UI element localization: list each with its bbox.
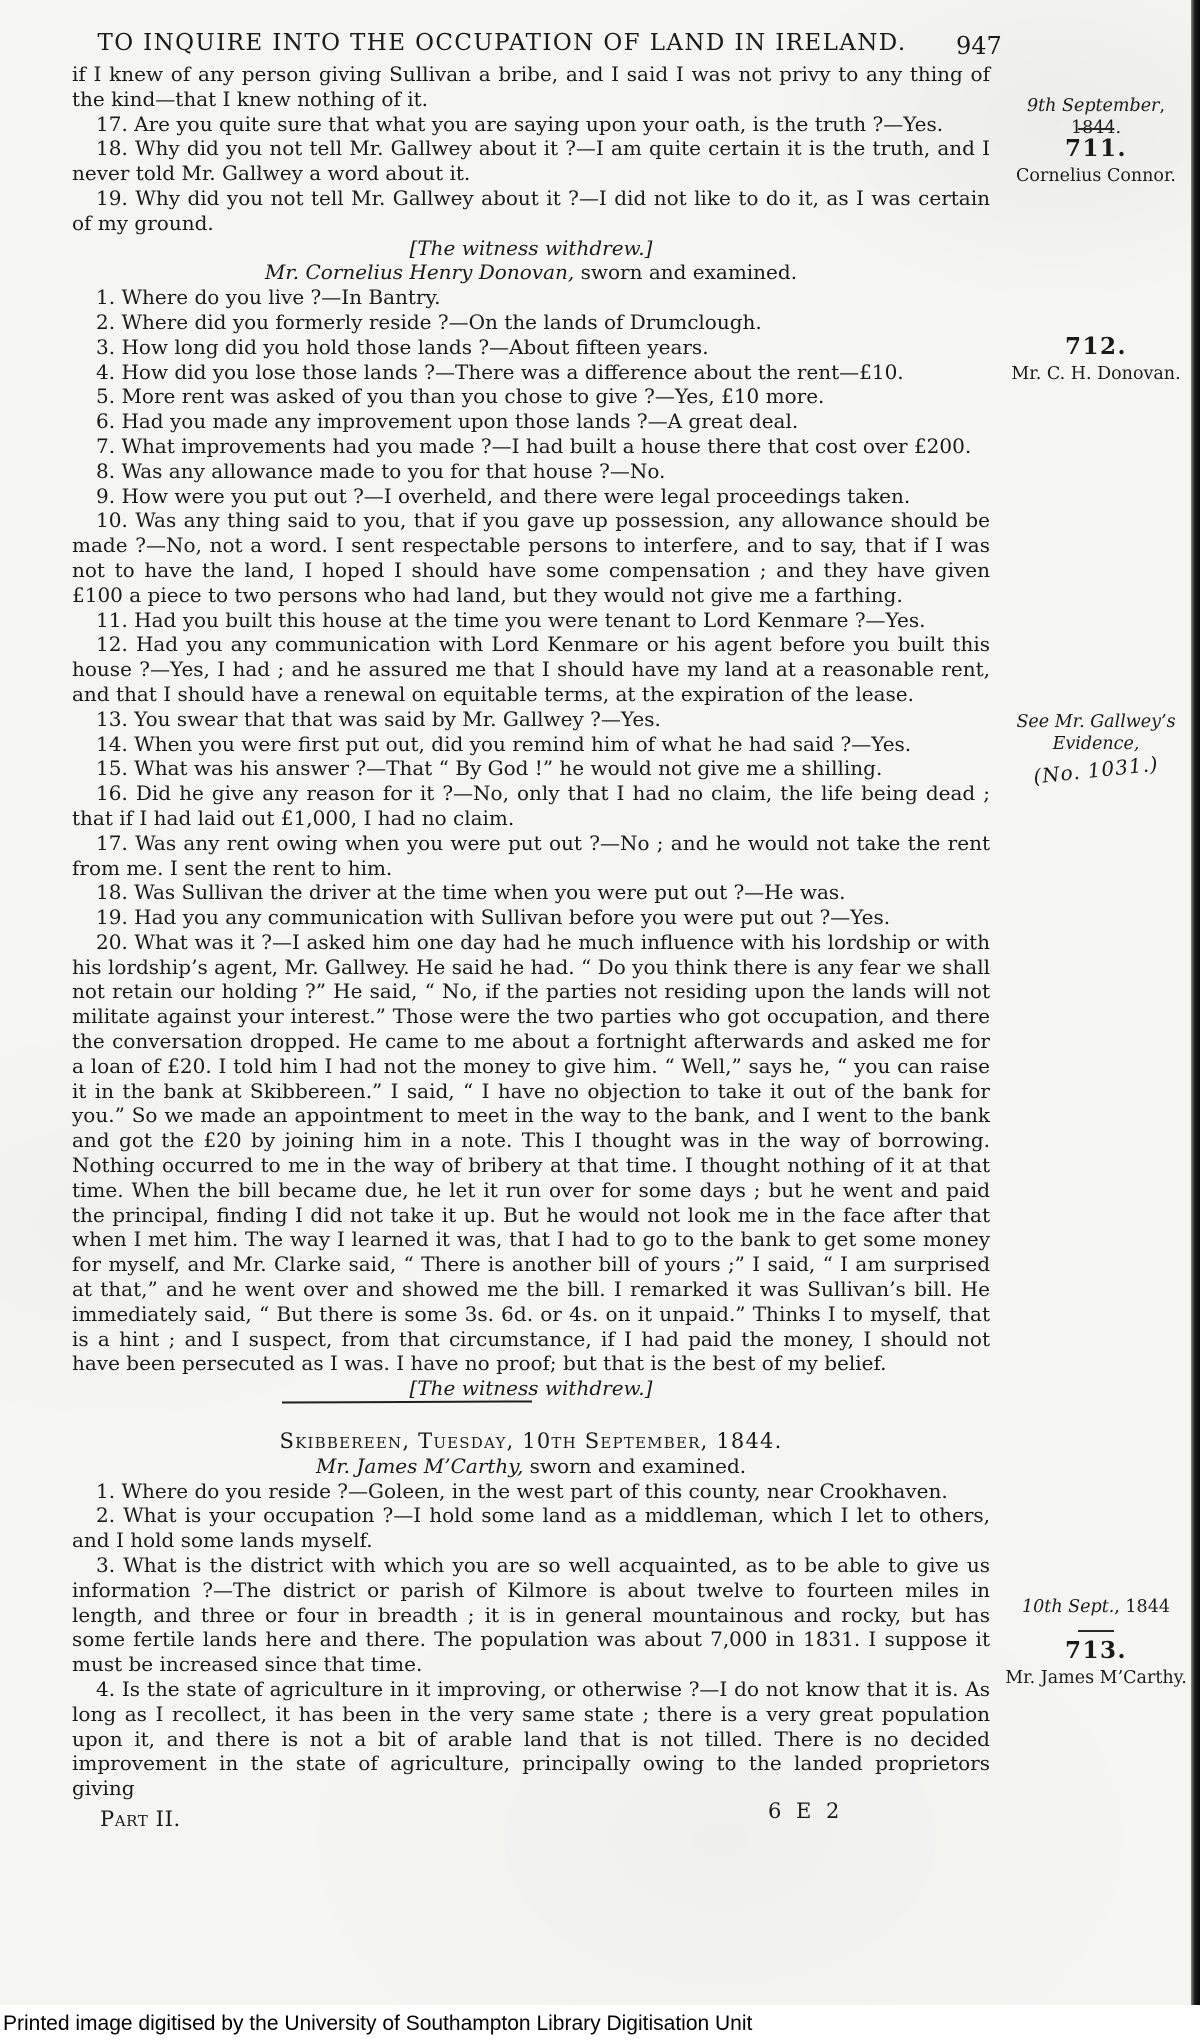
printers-signature-mark: 6 E 2 — [768, 1798, 844, 1823]
margin-witness-number-713: 713. — [1064, 1637, 1128, 1664]
qa-paragraph: 15. What was his answer ?—That “ By God !” he would not give me a shilling. — [96, 756, 883, 781]
qa-paragraph: 17. Was any rent owing when you were put out ?—No ; and he would not take the rent from me. I sent the rent to him. — [72, 830, 990, 880]
qa-paragraph: 14. When you were first put out, did you remind him of what he had said ?—Yes. — [96, 731, 912, 756]
margin-session-date-711: 9th September, 1844. — [1026, 96, 1166, 138]
qa-paragraph: 11. Had you built this house at the time you were tenant to Lord Kenmare ?—Yes. — [96, 607, 926, 632]
qa-paragraph: 2. What is your occupation ?—I hold some land as a middleman, which I let to others, and I hold some lands myself. — [72, 1503, 990, 1553]
qa-paragraph: 4. How did you lose those lands ?—There was a difference about the rent—£10. — [96, 359, 904, 384]
margin-evidence-ref-handwritten: (No. 1031.) — [1032, 751, 1160, 789]
qa-paragraph: 7. What improvements had you made ?—I had built a house there that cost over £200. — [96, 433, 972, 458]
witness-withdrew-note: [The witness withdrew.] — [409, 235, 653, 260]
margin-witness-name-711: Cornelius Connor. — [1016, 166, 1176, 186]
witness-name: Mr. James M’Carthy, — [315, 1453, 524, 1478]
part-label: Part II. — [100, 1806, 181, 1831]
qa-paragraph: 4. Is the state of agriculture in it improving, or otherwise ?—I do not know that it is. As long as I recollect, it has been in the very same state ; there is a very great population upon it, and there is not a bit of arable land that is not tilled. There is no decided improvement in the state of agriculture, principally owing to the landed proprietors giving — [72, 1677, 990, 1801]
qa-paragraph: 19. Why did you not tell Mr. Gallwey about it ?—I did not like to do it, as I was certain of my ground. — [72, 185, 990, 235]
qa-paragraph: 12. Had you any communication with Lord Kenmare or his agent before you built this house ?—Yes, I had ; and he assured me that I should have my land at a reasonable rent, and that I should have a renewal on equitable terms, at the expiration of the lease. — [72, 632, 990, 706]
scan-edge-shadow — [1191, 0, 1200, 2043]
qa-paragraph: 18. Was Sullivan the driver at the time when you were put out ?—He was. — [96, 880, 846, 905]
digitisation-footer-text: Printed image digitised by the University of Southampton Library Digitisation Unit — [3, 2012, 753, 2035]
qa-paragraph: 17. Are you quite sure that what you are saying upon your oath, is the truth ?—Yes. — [96, 111, 944, 136]
section-divider-rule — [282, 1400, 532, 1403]
qa-paragraph: 13. You swear that that was said by Mr. Gallwey ?—Yes. — [96, 706, 661, 731]
main-text-column — [72, 62, 990, 1833]
digitisation-footer — [0, 2005, 1200, 2043]
qa-paragraph: 16. Did he give any reason for it ?—No, only that I had no claim, the life being dead ; that if I had laid out £1,000, I had no claim. — [72, 781, 990, 830]
margin-witness-number-711: 711. — [1064, 135, 1128, 162]
qa-paragraph: 5. More rent was asked of you than you chose to give ?—Yes, £10 more. — [96, 384, 825, 409]
margin-witness-name-713: Mr. James M’Carthy. — [1005, 1668, 1187, 1688]
qa-paragraph: 3. How long did you hold those lands ?—About fifteen years. — [96, 334, 709, 359]
mccarthy-qa-list — [72, 1479, 990, 1801]
heading-rest: sworn and examined. — [523, 1453, 747, 1478]
margin-rule — [1002, 128, 1190, 130]
donovan-qa-list — [72, 285, 990, 1376]
sitting-heading: Skibbereen, Tuesday, 10th September, 1844. — [279, 1429, 783, 1454]
running-header-title: TO INQUIRE INTO THE OCCUPATION OF LAND IN IRELAND. — [97, 30, 907, 56]
margin-see-evidence-note: See Mr. Gallwey’s Evidence, — [1016, 712, 1176, 754]
page-number: 947 — [956, 32, 1002, 60]
continuation-paragraph: if I knew of any person giving Sullivan a bribe, and I said I was not privy to any thing of the kind—that I knew nothing of it. — [72, 62, 990, 111]
qa-paragraph: 6. Had you made any improvement upon those lands ?—A great deal. — [96, 409, 799, 434]
qa-paragraph: 3. What is the district with which you are so well acquainted, as to be able to give us information ?—The district or parish of Kilmore is about twelve to fourteen miles in length, and three or four in breadth ; it is in general mountainous and rocky, but has some fertile lands here and there. The population was about 7,000 in 1831. I suppose it must be increased since that time. — [72, 1553, 990, 1677]
examination-heading-donovan — [72, 260, 990, 285]
margin-witness-number-712: 712. — [1064, 333, 1128, 360]
qa-paragraph: 1. Where do you reside ?—Goleen, in the west part of this county, near Crookhaven. — [96, 1478, 948, 1503]
heading-rest: sworn and examined. — [574, 260, 798, 285]
connor-qa-list — [72, 112, 990, 236]
qa-paragraph: 2. Where did you formerly reside ?—On the lands of Drumclough. — [96, 309, 762, 334]
margin-session-date-713: 10th Sept., 1844 — [1022, 1597, 1170, 1617]
qa-paragraph: 9. How were you put out ?—I overheld, and there were legal proceedings taken. — [96, 483, 911, 508]
part-signature-line — [72, 1798, 990, 1833]
margin-witness-name-712: Mr. C. H. Donovan. — [1011, 364, 1181, 384]
qa-paragraph: 19. Had you any communication with Sullivan before you were put out ?—Yes. — [96, 905, 891, 930]
qa-paragraph: 20. What was it ?—I asked him one day had he much influence with his lordship or with his lordship’s agent, Mr. Gallwey. He said he had. “ Do you think there is any fear we shall not retain our holding ?” He said, “ No, if the parties not residing upon the lands will not militate against your interest.” Those were the two parties who got occupation, and there the conversation dropped. He came to me about a fortnight afterwards and asked me for a loan of £20. I told him I had not the money to give him. “ Well,” says he, “ you can raise it in the bank at Skibbereen.” I said, “ I have no objection to take it out of the bank for you.” So we made an appointment to meet in the way to the bank, and I went to the bank and got the £20 by joining him in a note. This I thought was in the way of borrowing. Nothing occurred to me in the way of bribery at that time. I thought nothing of it at that time. When the bill became due, he let it run over for some days ; but he went and paid the principal, finding I did not take it up. But he would not look me in the face after that when I met him. The way I learned it was, that I had to go to the bank to get some money for myself, and Mr. Clarke said, “ There is another bill of yours ;” I said, “ I am surprised at that,” and he went over and showed me the bill. I remarked it was Sullivan’s bill. He immediately said, “ But there is some 3s. 6d. or 4s. on it unpaid.” Thinks I to myself, that is a hint ; and I suspect, from that circumstance, if I had paid the money, I should not have been persecuted as I was. I have no proof; but that is the best of my belief. — [72, 929, 990, 1376]
qa-paragraph: 18. Why did you not tell Mr. Gallwey about it ?—I am quite certain it is the truth, and I never told Mr. Gallwey a word about it. — [72, 136, 990, 186]
examination-heading-mccarthy — [72, 1454, 990, 1479]
witness-name: Mr. Cornelius Henry Donovan, — [264, 260, 575, 285]
qa-paragraph: 8. Was any allowance made to you for that house ?—No. — [96, 458, 666, 483]
qa-paragraph: 1. Where do you live ?—In Bantry. — [96, 285, 441, 310]
qa-paragraph: 10. Was any thing said to you, that if you gave up possession, any allowance should be made ?—No, not a word. I sent respectable persons to interfere, and to say, that if I was not to have the land, I hoped I should have some compensation ; and they have given £100 a piece to two persons who had land, but they would not give me a farthing. — [72, 508, 990, 607]
witness-withdrew-note: [The witness withdrew.] — [409, 1376, 653, 1401]
margin-rule — [1002, 1630, 1190, 1632]
